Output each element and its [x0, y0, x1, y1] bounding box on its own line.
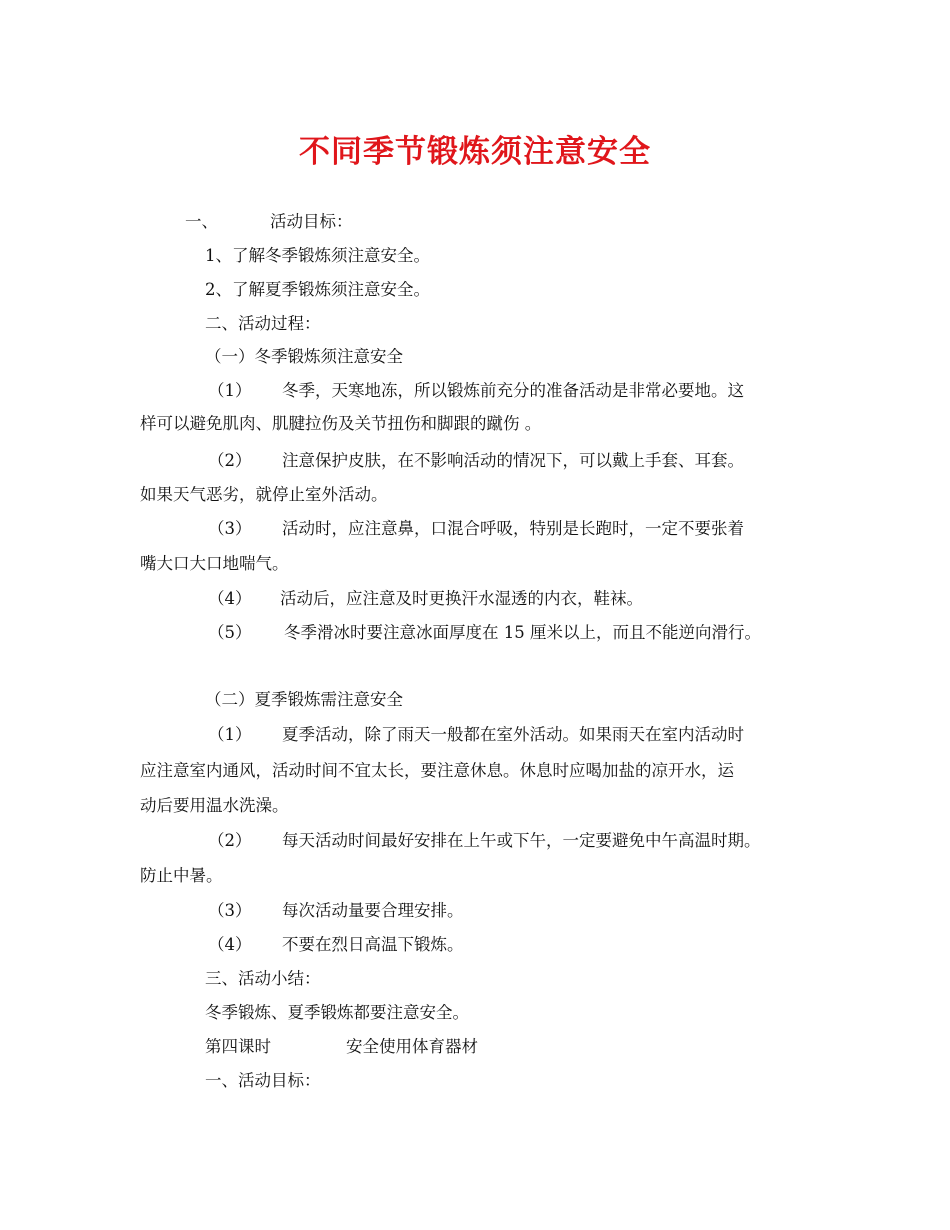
winter-item-4-text: 活动后，应注意及时更换汗水湿透的内衣，鞋袜。 [280, 589, 643, 608]
summary-text: 冬季锻炼、夏季锻炼都要注意安全。 [205, 1003, 469, 1022]
winter-item-3-number: （3） [208, 519, 252, 538]
winter-item-5-number: （5） [208, 623, 252, 642]
winter-item-3-text: 活动时，应注意鼻，口混合呼吸，特别是长跑时，一定不要张着 [282, 519, 744, 538]
winter-item-2-number: （2） [208, 451, 252, 470]
winter-heading: （一）冬季锻炼须注意安全 [205, 347, 403, 366]
summer-item-4-number: （4） [208, 935, 252, 954]
winter-item-1-number: （1） [208, 381, 252, 400]
summer-item-2-text: 每天活动时间最好安排在上午或下午，一定要避免中午高温时期。 [282, 831, 761, 850]
lesson-label: 第四课时 [205, 1037, 271, 1056]
goal-item-1: 1、了解冬季锻炼须注意安全。 [205, 246, 430, 265]
summer-item-1-continuation-2: 动后要用温水洗澡。 [140, 796, 289, 815]
section-four-heading: 一、活动目标： [205, 1071, 321, 1090]
winter-item-4-number: （4） [208, 589, 252, 608]
summer-item-1-number: （1） [208, 725, 252, 744]
winter-item-3-continuation: 嘴大口大口地喘气。 [140, 554, 289, 573]
winter-item-1-text: 冬季，天寒地冻，所以锻炼前充分的准备活动是非常必要地。这 [282, 381, 744, 400]
winter-item-1-continuation: 样可以避免肌肉、肌腱拉伤及关节扭伤和脚跟的蹴伤 。 [140, 414, 542, 433]
winter-item-2-text: 注意保护皮肤，在不影响活动的情况下，可以戴上手套、耳套。 [282, 451, 744, 470]
goal-item-2: 2、了解夏季锻炼须注意安全。 [205, 280, 430, 299]
summer-item-2-continuation: 防止中暑。 [140, 866, 223, 885]
document-title: 不同季节锻炼须注意安全 [299, 134, 651, 170]
summer-item-4-text: 不要在烈日高温下锻炼。 [282, 935, 464, 954]
section-one-number: 一、 [185, 212, 218, 231]
summer-item-1-text: 夏季活动，除了雨天一般都在室外活动。如果雨天在室内活动时 [282, 725, 744, 744]
section-three-heading: 三、活动小结： [205, 969, 321, 988]
section-two-heading: 二、活动过程： [205, 314, 321, 333]
summer-item-1-continuation-1: 应注意室内通风，活动时间不宜太长，要注意休息。休息时应喝加盐的凉开水，运 [140, 761, 734, 780]
section-one-heading: 活动目标： [270, 212, 353, 231]
winter-item-5-text: 冬季滑冰时要注意冰面厚度在 15 厘米以上，而且不能逆向滑行。 [284, 623, 761, 642]
summer-heading: （二）夏季锻炼需注意安全 [205, 690, 403, 709]
summer-item-3-number: （3） [208, 901, 252, 920]
winter-item-2-continuation: 如果天气恶劣，就停止室外活动。 [140, 485, 388, 504]
summer-item-3-text: 每次活动量要合理安排。 [282, 901, 464, 920]
lesson-topic: 安全使用体育器材 [346, 1037, 478, 1056]
summer-item-2-number: （2） [208, 831, 252, 850]
